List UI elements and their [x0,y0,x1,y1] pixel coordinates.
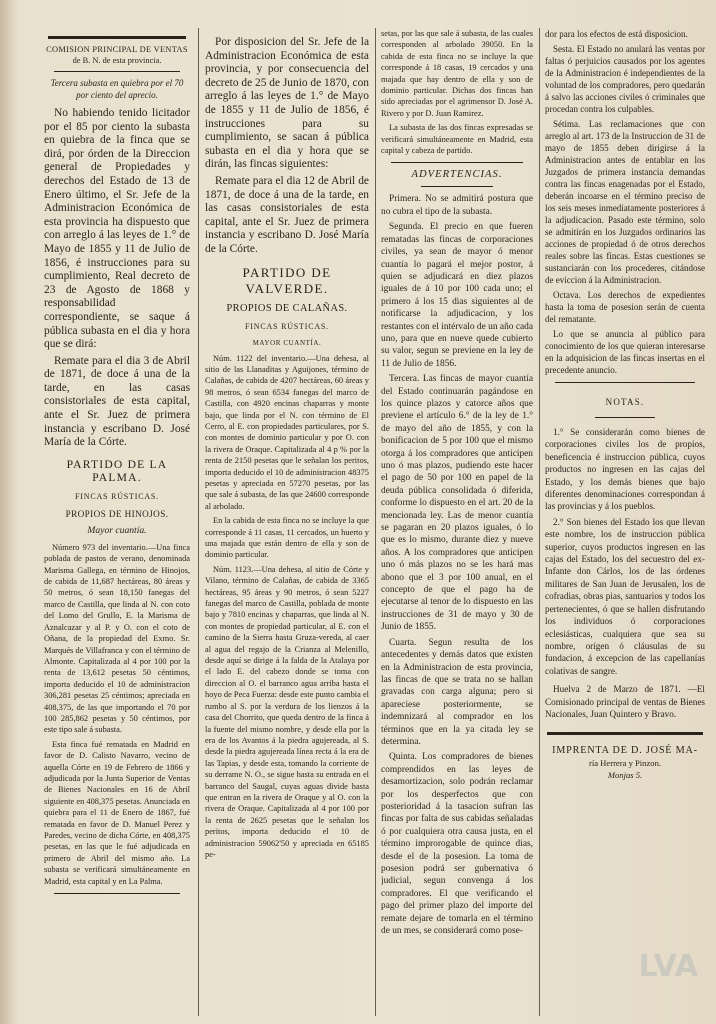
paragraph: Número 973 del inventario.—Una finca poblada de pastos de verano, denominada Marisma Gallega, en término de Hinojos, de cabida de 11,687 hectáreas, 80 áreas y 50 metros, ó sean 18,150 fanegas del marco de Castilla, que linda al N. con coto del Lomo del Grullo, E. la Marisma de Aznalcazar y al P. y O. con el coto de Oñana, de la propiedad del Exmo. Sr. Marqués de Villafranca y con el término de Almonte. Capitalizada al 4 por 100 por la renta de 13,612 pesetas 50 céntimos, importa deducido el 10 de administracion 306,281 pesetas 25 céntimos; apreciada en 408,375, de las que importando el 70 por 100 285,862 pesetas y 50 céntimos, por este tipo sale á subasta. [44,542,190,735]
column-rule-1 [198,28,199,1016]
section-heading: PROPIOS DE HINOJOS. [65,508,169,519]
paragraph: Núm. 1123.—Una dehesa, al sitio de Córte y Vilano, término de Calañas, de cabida de 3365 hectáreas, 95 áreas y 90 metros, ó sean 5227 fanegas del marco de Castilla, poblada de monte bajo y 7810 encinas y chaparras, que linda al N. con montes de propiedad particular, al E. con el camino de la Sierra hasta Gruza-vereda, al caer al agua del regajo de la Crianza al Melenillo, desde aquí se dirige á la falda de la Atalaya por el lado E. del cabezo donde se toma con direccion al O. el barranco agua arriba hasta el hoyo de Peca Fuerza: desde este punto cambia el rumbo al S. por la verdura de los lienzos á la casa del Chorrito, que queda dentro de la finca á la fuente del mismo nombre, y desde ella por la era de los Avantos á la piedra agujereada, al S. desde la piedra agujereada línea recta á la era de las Tapias, y desde esta, tomando la corriente de su derrame N. O., se sigue hasta su entrada en el barranco del Saugal, cuyas aguas divide hasta que entran en la rivera de Oraque y al O. con la rivera de Oraque. Capitalizada al 4 por 100 por la renta de 2625 pesetas que le señalan los peritos, importa deducido el 10 de administracion 59062'50 y apreciada en 65185 pe- [205,564,369,859]
page-edge-stain [0,0,20,1024]
paragraph: Sétima. Las reclamaciones que con arreglo al art. 173 de la Instruccion de 31 de mayo de 1855 deben dirigirse á la Administracion antes de entablar en los Juzgados de primera instancia demandas contra las fincas enagenadas por el Estado, deberán incoarse en el término preciso de los seis meses inmediatamente posteriores á la adjudicacion. Pasado este término, solo se admitirán en los Juzgados ordinarios las acciones de propiedad ó de otros derechos reales sobre las fincas. Estas cuestiones se sustanciarán con los procederes, citándose de eviccion á la Administracion. [545,119,705,285]
column-rule-3 [539,28,540,1016]
header-rule [48,36,186,39]
divider [595,417,655,418]
column-2 [205,28,369,1016]
notes-heading: NOTAS. [605,397,645,407]
paragraph: Cuarta. Segun resulta de los antecedentes y demás datos que existen en la Administracion de esta provincia, las fincas de que se trata no se hallan gravadas con carga alguna; pero si apareciese posteriormente, se indemnizará al comprador en los términos que en la ya citada ley se determina. [381,637,533,747]
paragraph: Núm. 1122 del inventario.—Una dehesa, al sitio de las Llanaditas y Aguijones, término de Calañas, de cabida de 4207 hectáreas, 60 áreas y 98 metros, ó sean 6534 fanegas del marco de Castilla, con 4920 encinas chaparras y monte bajo, que linda por el N. con término de El Cerro, al E. con propiedades particulares, por S. con montes de dominio particular y por O. con la rivera de Oraque. Capitalizada al 4 p % por la renta de 2150 pesetas que le señalan los peritos, importa deducido el 10 de administracion 48375 pesetas y apreciada en 57270 pesetas, por las que sale á subasta, de las que 24600 corresponde al arbolado. [205,353,369,511]
paragraph: Remate para el dia 12 de Abril de 1871, de doce á una de la tarde, en las casas consistoriales de esta capital, ante el Sr. Juez de primera instancia y escribano D. José María de la Córte. [205,174,369,255]
paragraph: Lo que se anuncia al público para conocimiento de los que quieran interesarse en la adquisicion de las fincas insertas en el precedente anuncio. [545,329,705,375]
paragraph: Octava. Los derechos de expedientes hasta la toma de posesion serán de cuenta del rematante. [545,290,705,324]
commission-subheader: de B. N. de esta provincia. [72,56,162,65]
divider [555,382,695,383]
column-1 [44,28,190,1016]
auction-type: Tercera subasta en quiebra por el 70 por ciento del aprecio. [50,78,184,100]
section-heading: FINCAS RÚSTICAS. [75,491,159,501]
paragraph: Por disposicion del Sr. Jefe de la Administracion Económica de esta provincia, y por consecuencia del decreto de 25 de Junio de 1870, con arreglo á las leyes de 1.° de Mayo de 1855 y 11 de Julio de 1856, é instrucciones para su cumplimiento, se sacan á pública subasta en el dia y hora que se dirán, las fincas siguientes: [205,36,369,171]
paragraph: Quinta. Los compradores de bienes comprendidos en las leyes de desamortizacion, solo podrán reclamar por los desperfectos que con posterioridad á la tasacion sufran las fincas por falta de sus cabidas señaladas ó por cualquiera otra causa justa, en el término improrogable de quince dias, desde el de la posesion. La toma de posesion podrá ser gubernativa ó judicial, segun convenga á los compradores. El que verificando el pago del primer plazo del importe del remate dejare de tomarla en el término de un mes, se considerará como pose- [381,752,533,937]
section-heading: PROPIOS DE CALAÑAS. [226,302,348,314]
paragraph: No habiendo tenido licitador por el 85 por ciento la subasta en quiebra de la finca que se dirá, por órden de la Direccion general de Propiedades y derechos del Estado de 13 de Enero último, el Sr. Jefe de la Administracion Económica de esta provincia ha dispuesto que con arreglo á las leyes de 1.° de Mayo de 1855 y 11 de Julio de 1856, é instrucciones para su cumplimiento, Real decreto de 23 de Agosto de 1868 y responsabilidad correspondiente, se saque á pública subasta en el dia y hora que se dirá: [44,107,190,351]
column-3 [381,28,533,1016]
paragraph: Remate para el dia 3 de Abril de 1871, de doce á una de la tarde, en las casas consistoriales de esta capital, ante el Sr. Juez de primera instancia y escribano D. José María de la Córte. [44,354,190,449]
paragraph: Tercera. Las fincas de mayor cuantía del Estado continuarán pagándose en los quince plazos y catorce años que previene el artículo 6.° de la ley de 1.° de mayo del año de 1855, y con la bonificacion de 5 por 100 que el mismo otorga á los compradores que anticipen uno ó mas plazos, pudiendo este hacer el pago de 50 por 100 en papel de la deuda pública consolidada ó diferida, conforme lo dispuesto en el art. 20 de la mencionada ley. Las de menor cuantía se pagaran en 20 plazos iguales, ó lo que es lo mismo, durante diez y nueve años. A los compradores que anticipen uno ó más plazos no se les hará mas abono que el 3 por 100 anual, en el concepto de que el pago ha de ejecutarse al tenor de lo dispuesto en las instrucciones de 31 de mayo y 30 de Junio de 1855. [381,374,533,633]
footer-rule [547,732,703,735]
divider [391,162,523,163]
divider [54,71,180,72]
section-subheading: MAYOR CUANTÍA. [252,338,322,347]
paragraph: dor para los efectos de está disposicion. [545,29,688,39]
paragraph: 1.° Se considerarán como bienes de corporaciones civiles los de propios, beneficencia é instruccion pública, cuyos productos no ingresen en las cajas del Estado, y los demás bienes que bajo diferentes denominaciones correspondan á las provincias y á los pueblos. [545,427,705,512]
paragraph: Sesta. El Estado no anulará las ventas por faltas ó perjuicios causados por los agentes de la Administracion é independientes de la voluntad de los compradores, pero quedarán á salvo las acciones civiles ó criminales que procedan contra los culpables. [545,44,705,114]
district-heading: PARTIDO DE VALVERDE. [242,264,332,296]
printer-imprint: IMPRENTA DE D. JOSÉ MA- [552,745,698,757]
column-4 [545,28,705,1016]
paragraph: setas, por las que sale á subasta, de las cuales corresponden al arbolado 39050. En la cabida de esta finca no se incluye la que corresponde á 18 casas, 19 cercados y una majada que hay dentro de ella y son de dominio particular. Dichas dos fincas han sido apreciadas por el agrimensor D. José A. Rivero y por D. Juan Ramirez. [381,29,533,118]
paragraph: Primera. No se admitirá postura que no cubra el tipo de la subasta. [381,194,533,217]
printer-address: Monjas 5. [607,770,643,781]
paragraph: En la cabida de esta finca no se incluye la que corresponde á 11 casas, 11 cercados, un huerto y una majada que están dentro de ella y son de dominio particular. [205,516,369,560]
paragraph: 2.° Son bienes del Estado los que llevan este nombre, los de instruccion pública superior, cuyos productos ingresen en las cajas del Estado, los del secuestro del ex-Infante don Cárlos, los de las órdenes militares de San Juan de Jerusalen, los de cofradias, obras pias, santuarios y todos los pertenecientes, ó que se hallen disfrutando los individuos ó corporaciones eclesiásticas, cualquiera que sea su nombre, orígen ó cláusulas de su fundacion, á excepcion de las capellanías colativas de sangre. [545,516,705,676]
divider [54,893,180,894]
section-subheading: Mayor cuantía. [87,524,147,536]
warnings-heading: ADVERTENCIAS. [411,169,503,181]
paragraph: La subasta de las dos fincas expresadas se verificará simultáneamente en Madrid, esta capital y cabeza de partido. [381,123,533,156]
column-rule-2 [375,28,376,1016]
archive-watermark: LVA [638,949,698,984]
divider [421,186,493,187]
district-heading: PARTIDO DE LA PALMA. [66,457,168,484]
paragraph: Esta finca fué rematada en Madrid en favor de D. Calisto Navarro, vecino de aquella Córte en 19 de Febrero de 1866 y adjudicada por la Junta Superior de Ventas de Bienes Nacionales en 16 de Abril siguiente en 408,375 pesetas. Anunciada en quiebra para el 11 de Enero de 1867, fué rematada en favor de D. Manuel Perez y Paredes, vecino de dicha Córte, en 408,375 pesetas, en las que le fué adjudicada en primero de Abril del mismo año. La subasta se verificará simultáneamente en Madrid, esta capital y en La Palma. [44,739,190,886]
printer-name: ría Herrera y Pinzon. [588,758,662,769]
commission-header: COMISION PRINCIPAL DE VENTAS [46,45,188,54]
section-heading: FINCAS RÚSTICAS. [245,321,329,331]
signature-paragraph: Huelva 2 de Marzo de 1871. —El Comisionado principal de ventas de Bienes Nacionales, Juan Quintero y Bravo. [545,684,705,719]
paragraph: Segunda. El precio en que fueren rematadas las fincas de corporaciones civiles, ya sean de mayor ó menor cuantía lo pagará el mejor postor, á quien se adjudicará en diez plazos iguales de á 10 por 100 cada uno; el primero á los 15 dias siguientes al de notificarse la adjudicacion, y los restantes con el intérvalo de un año cada uno, para que en nueve quede cubierto su valor, segun se previene en la ley de 11 de Julio de 1856. [381,222,533,369]
